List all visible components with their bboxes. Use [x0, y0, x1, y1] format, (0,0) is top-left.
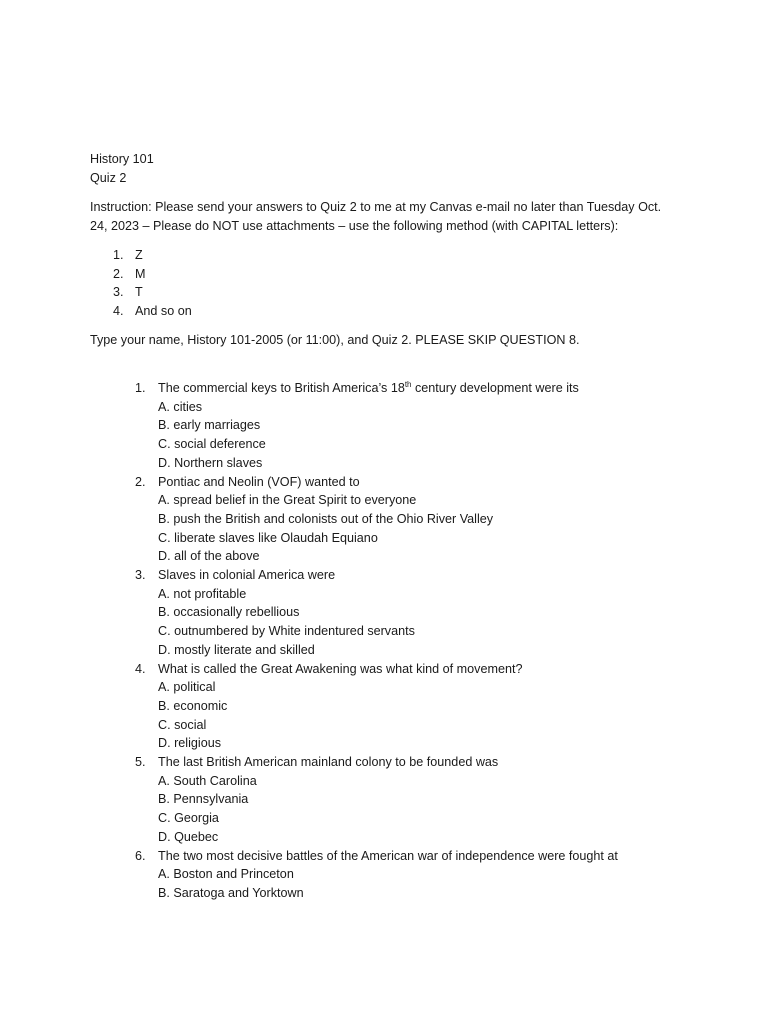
answer-option: D. all of the above	[158, 549, 260, 564]
course-title: History 101	[90, 152, 154, 166]
question-number: 4.	[135, 661, 146, 676]
answer-option: A. South Carolina	[158, 773, 257, 788]
answer-option: B. Saratoga and Yorktown	[158, 885, 304, 900]
method-item-text: M	[135, 266, 146, 281]
answer-option: D. religious	[158, 736, 221, 751]
question-number: 2.	[135, 474, 146, 489]
question-stem	[135, 660, 618, 679]
question-item	[135, 379, 618, 473]
method-item-number: 3.	[113, 285, 124, 300]
question-item	[135, 566, 618, 660]
answer-option: A. not profitable	[158, 586, 247, 601]
method-item-text: Z	[135, 248, 143, 262]
question-text-part: century development were its	[411, 381, 579, 395]
question-stem	[135, 473, 618, 492]
answer-method-list	[113, 246, 192, 321]
answer-option: C. outnumbered by White indentured servants	[158, 624, 415, 639]
method-item	[113, 265, 192, 284]
question-item	[135, 660, 618, 754]
question-stem	[135, 566, 618, 585]
method-item-number: 2.	[113, 266, 124, 281]
answer-option: B. Pennsylvania	[158, 792, 249, 807]
answer-option: D. Quebec	[158, 829, 219, 844]
answer-option: A. political	[158, 680, 216, 695]
question-stem	[135, 753, 618, 772]
answer-option: C. Georgia	[158, 811, 219, 826]
answer-option: C. liberate slaves like Olaudah Equiano	[158, 530, 378, 545]
quiz-title: Quiz 2	[90, 170, 127, 185]
option-list	[158, 585, 618, 660]
answer-option: C. social deference	[158, 437, 266, 452]
question-number: 1.	[135, 381, 146, 395]
answer-option: A. cities	[158, 399, 203, 414]
question-number: 6.	[135, 848, 146, 863]
method-item	[113, 283, 192, 302]
option-list	[158, 772, 618, 847]
answer-option: D. mostly literate and skilled	[158, 642, 315, 657]
question-text-part: The commercial keys to British America’s 18	[158, 381, 405, 395]
answer-option: A. Boston and Princeton	[158, 867, 294, 882]
question-list	[135, 379, 618, 903]
method-item	[113, 246, 192, 265]
method-item-text: And so on	[135, 304, 192, 319]
answer-option: B. occasionally rebellious	[158, 605, 300, 620]
answer-option: D. Northern slaves	[158, 455, 263, 470]
question-text: Slaves in colonial America were	[158, 568, 336, 583]
question-stem	[135, 379, 618, 398]
instruction-paragraph	[90, 198, 680, 235]
question-text	[158, 379, 579, 398]
superscript: th	[404, 379, 412, 389]
submission-instruction: Type your name, History 101-2005 (or 11:00), and Quiz 2. PLEASE SKIP QUESTION 8.	[90, 333, 580, 347]
method-item	[113, 302, 192, 321]
option-list	[158, 678, 618, 753]
answer-option: C. social	[158, 717, 207, 732]
question-number: 3.	[135, 568, 146, 583]
method-item-text: T	[135, 285, 143, 300]
answer-option: B. economic	[158, 698, 228, 713]
question-text: What is called the Great Awakening was what kind of movement?	[158, 661, 523, 676]
document-header	[90, 150, 154, 187]
question-item	[135, 847, 618, 903]
answer-option: B. early marriages	[158, 418, 261, 433]
question-item	[135, 473, 618, 567]
question-number: 5.	[135, 755, 146, 770]
method-item-number: 4.	[113, 304, 124, 319]
instruction-line: Instruction: Please send your answers to Quiz 2 to me at my Canvas e-mail no later than Tuesday Oct.	[90, 200, 662, 214]
question-text: The two most decisive battles of the American war of independence were fought at	[158, 848, 618, 863]
question-item	[135, 753, 618, 847]
question-text: Pontiac and Neolin (VOF) wanted to	[158, 474, 360, 489]
option-list	[158, 491, 618, 566]
option-list	[158, 865, 618, 902]
instruction-line: 24, 2023 – Please do NOT use attachments – use the following method (with CAPITAL letters):	[90, 218, 619, 233]
question-stem	[135, 847, 618, 866]
method-item-number: 1.	[113, 248, 124, 262]
answer-option: B. push the British and colonists out of the Ohio River Valley	[158, 511, 494, 526]
answer-option: A. spread belief in the Great Spirit to everyone	[158, 493, 417, 508]
option-list	[158, 398, 618, 473]
question-text: The last British American mainland colony to be founded was	[158, 755, 499, 770]
